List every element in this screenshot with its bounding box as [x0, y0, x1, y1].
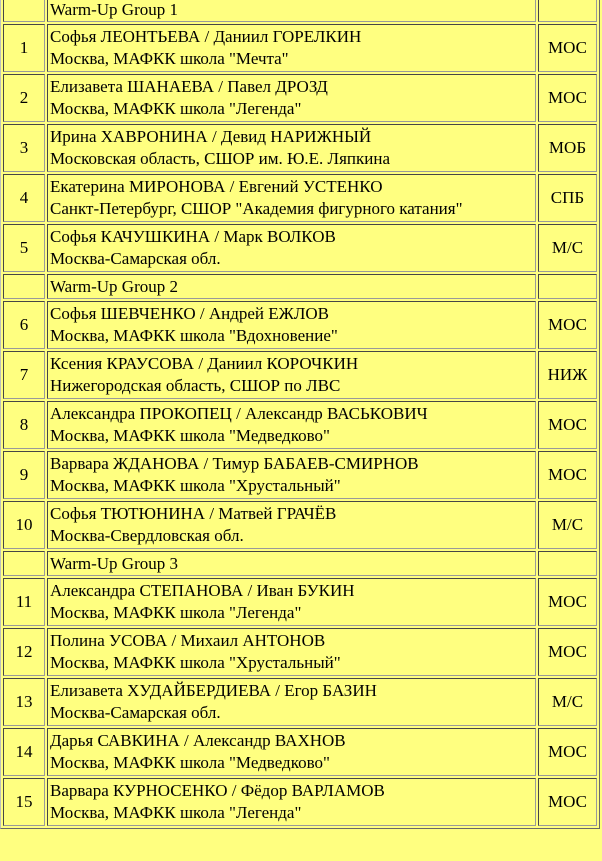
region-code: МОС — [538, 628, 597, 676]
pair-club: Московская область, СШОР им. Ю.Е. Ляпкина — [50, 149, 391, 168]
pair-cell — [47, 778, 536, 826]
pair-cell — [47, 74, 536, 122]
region-code: НИЖ — [538, 351, 597, 399]
pair-names: Софья ЛЕОНТЬЕВА / Даниил ГОРЕЛКИН — [50, 27, 362, 46]
table-row — [3, 728, 597, 776]
region-code: МОС — [538, 401, 597, 449]
start-number: 13 — [3, 678, 45, 726]
start-number: 12 — [3, 628, 45, 676]
pair-cell — [47, 174, 536, 222]
region-code: М/С — [538, 678, 597, 726]
pair-names: Екатерина МИРОНОВА / Евгений УСТЕНКО — [50, 177, 383, 196]
table-row — [3, 578, 597, 626]
region-code: МОБ — [538, 124, 597, 172]
table-row — [3, 501, 597, 549]
pair-cell — [47, 301, 536, 349]
pair-names: Ксения КРАУСОВА / Даниил КОРОЧКИН — [50, 354, 359, 373]
warmup-group-title: Warm-Up Group 3 — [47, 551, 536, 576]
pair-names: Елизавета ХУДАЙБЕРДИЕВА / Егор БАЗИН — [50, 681, 377, 700]
table-row — [3, 124, 597, 172]
region-code: М/С — [538, 501, 597, 549]
warmup-group-title: Warm-Up Group 1 — [47, 0, 536, 22]
pair-club: Москва-Самарская обл. — [50, 249, 221, 268]
region-code: МОС — [538, 728, 597, 776]
pair-club: Москва, МАФКК школа "Медведково" — [50, 753, 330, 772]
pair-club: Нижегородская область, СШОР по ЛВС — [50, 376, 341, 395]
region-code: СПБ — [538, 174, 597, 222]
starting-order-body — [3, 0, 597, 826]
pair-cell — [47, 728, 536, 776]
pair-club: Москва, МАФКК школа "Вдохновение" — [50, 326, 338, 345]
pair-cell — [47, 401, 536, 449]
pair-club: Москва, МАФКК школа "Легенда" — [50, 803, 302, 822]
pair-cell — [47, 501, 536, 549]
table-row — [3, 74, 597, 122]
start-number: 9 — [3, 451, 45, 499]
pair-cell — [47, 124, 536, 172]
start-number: 6 — [3, 301, 45, 349]
warmup-group-row — [3, 274, 597, 299]
pair-club: Санкт-Петербург, СШОР "Академия фигурного катания" — [50, 199, 463, 218]
group-number-cell — [3, 551, 45, 576]
group-number-cell — [3, 274, 45, 299]
pair-names: Варвара КУРНОСЕНКО / Фёдор ВАРЛАМОВ — [50, 781, 385, 800]
pair-club: Москва, МАФКК школа "Хрустальный" — [50, 476, 341, 495]
warmup-group-title: Warm-Up Group 2 — [47, 274, 536, 299]
pair-club: Москва, МАФКК школа "Легенда" — [50, 603, 302, 622]
start-number: 15 — [3, 778, 45, 826]
start-number: 3 — [3, 124, 45, 172]
pair-names: Ирина ХАВРОНИНА / Девид НАРИЖНЫЙ — [50, 127, 372, 146]
start-number: 2 — [3, 74, 45, 122]
region-code: МОС — [538, 578, 597, 626]
region-code: МОС — [538, 301, 597, 349]
table-row — [3, 301, 597, 349]
group-region-cell — [538, 274, 597, 299]
table-row — [3, 24, 597, 72]
pair-names: Софья КАЧУШКИНА / Марк ВОЛКОВ — [50, 227, 336, 246]
table-row — [3, 224, 597, 272]
pair-club: Москва-Самарская обл. — [50, 703, 221, 722]
start-number: 4 — [3, 174, 45, 222]
pair-names: Варвара ЖДАНОВА / Тимур БАБАЕВ-СМИРНОВ — [50, 454, 419, 473]
pair-cell — [47, 578, 536, 626]
region-code: МОС — [538, 24, 597, 72]
group-number-cell — [3, 0, 45, 22]
pair-cell — [47, 678, 536, 726]
region-code: М/С — [538, 224, 597, 272]
start-number: 10 — [3, 501, 45, 549]
region-code: МОС — [538, 74, 597, 122]
pair-cell — [47, 451, 536, 499]
pair-names: Александра СТЕПАНОВА / Иван БУКИН — [50, 581, 355, 600]
start-number: 8 — [3, 401, 45, 449]
pair-club: Москва, МАФКК школа "Медведково" — [50, 426, 330, 445]
start-number: 1 — [3, 24, 45, 72]
table-row — [3, 401, 597, 449]
table-row — [3, 778, 597, 826]
start-number: 14 — [3, 728, 45, 776]
pair-cell — [47, 628, 536, 676]
pair-names: Софья ШЕВЧЕНКО / Андрей ЕЖЛОВ — [50, 304, 330, 323]
warmup-group-row — [3, 551, 597, 576]
pair-cell — [47, 224, 536, 272]
table-row — [3, 628, 597, 676]
region-code: МОС — [538, 451, 597, 499]
pair-cell — [47, 24, 536, 72]
start-number: 11 — [3, 578, 45, 626]
pair-club: Москва, МАФКК школа "Легенда" — [50, 99, 302, 118]
warmup-group-row — [3, 0, 597, 22]
pair-club: Москва, МАФКК школа "Хрустальный" — [50, 653, 341, 672]
pair-names: Полина УСОВА / Михаил АНТОНОВ — [50, 631, 326, 650]
table-row — [3, 678, 597, 726]
pair-names: Дарья САВКИНА / Александр ВАХНОВ — [50, 731, 346, 750]
table-row — [3, 351, 597, 399]
pair-names: Александра ПРОКОПЕЦ / Александр ВАСЬКОВИЧ — [50, 404, 428, 423]
pair-names: Елизавета ШАНАЕВА / Павел ДРОЗД — [50, 77, 328, 96]
table-row — [3, 451, 597, 499]
group-region-cell — [538, 0, 597, 22]
table-row — [3, 174, 597, 222]
start-number: 7 — [3, 351, 45, 399]
pair-cell — [47, 351, 536, 399]
pair-club: Москва, МАФКК школа "Мечта" — [50, 49, 289, 68]
start-number: 5 — [3, 224, 45, 272]
group-region-cell — [538, 551, 597, 576]
region-code: МОС — [538, 778, 597, 826]
pair-names: Софья ТЮТЮНИНА / Матвей ГРАЧЁВ — [50, 504, 337, 523]
pair-club: Москва-Свердловская обл. — [50, 526, 244, 545]
